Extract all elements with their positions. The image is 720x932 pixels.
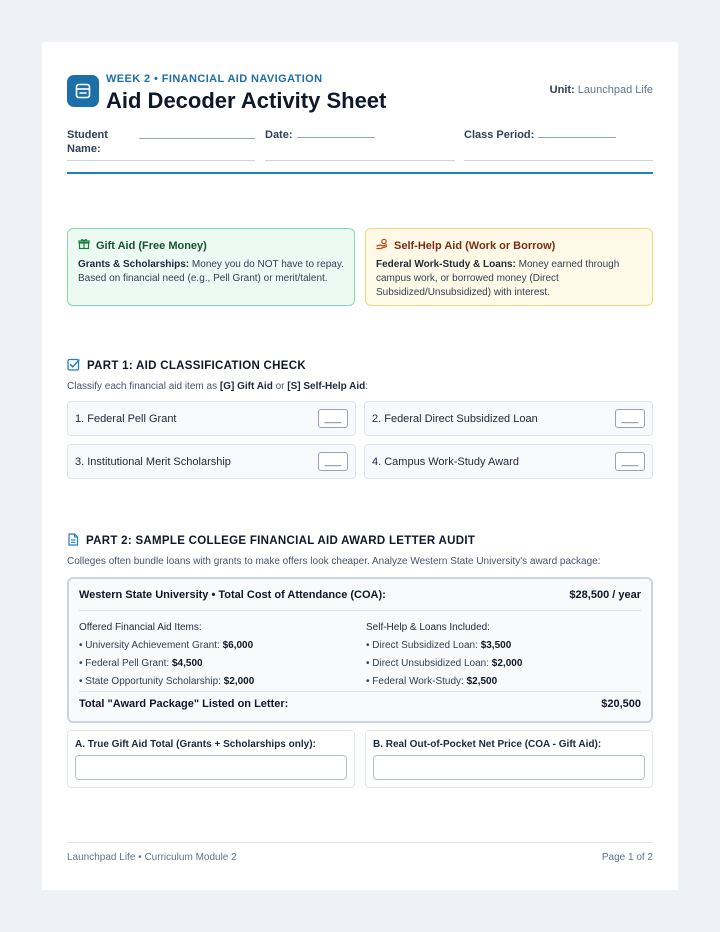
worksheet-page [42, 42, 678, 890]
self-help-aid-box: Self-Help Aid (Work or Borrow) Federal Work-Study & Loans: Money earned through campus work, or borrowed money (Direct Subsidized/Unsubsidized) with interest. [365, 228, 653, 306]
letter-total: Total "Award Package" Listed on Letter: $20,500 [79, 691, 641, 715]
list-item: • Federal Work-Study: $2,500 [366, 676, 498, 687]
part2-instructions: Colleges often bundle loans with grants to make offers look cheaper. Analyze Western State University's award package: [67, 556, 601, 567]
list-item: • Direct Unsubsidized Loan: $2,000 [366, 658, 523, 669]
classification-item: 2. Federal Direct Subsidized Loan ___ [364, 401, 653, 436]
answer-box[interactable]: ___ [318, 452, 348, 471]
page-number: Page 1 of 2 [601, 852, 653, 863]
total-amount: $20,500 [601, 698, 641, 710]
answer-a-box: A. True Gift Aid Total (Grants + Scholarships only): [67, 730, 355, 788]
classification-item: 3. Institutional Merit Scholarship ___ [67, 444, 356, 479]
classification-item: 1. Federal Pell Grant ___ [67, 401, 356, 436]
answer-b-box: B. Real Out-of-Pocket Net Price (COA - Gift Aid): [365, 730, 653, 788]
student-name-field[interactable]: Student Name: [67, 128, 255, 161]
footer-module: Launchpad Life • Curriculum Module 2 [67, 852, 237, 863]
class-period-field[interactable]: Class Period: [464, 128, 653, 161]
list-item: • Direct Subsidized Loan: $3,500 [366, 640, 512, 651]
list-item: • University Achievement Grant: $6,000 [79, 640, 254, 651]
net-price-input[interactable] [373, 755, 645, 780]
answer-box[interactable]: ___ [615, 409, 645, 428]
week-kicker: WEEK 2 • FINANCIAL AID NAVIGATION [106, 73, 323, 85]
list-item: • State Opportunity Scholarship: $2,000 [79, 676, 255, 687]
part1-heading: PART 1: AID CLASSIFICATION CHECK [67, 358, 306, 374]
classification-item: 4. Campus Work-Study Award ___ [364, 444, 653, 479]
gift-aid-box: Gift Aid (Free Money) Grants & Scholarships: Money you do NOT have to repay. Based on financial need (e.g., Pell Grant) or merit/talent. [67, 228, 355, 306]
gift-aid-total-input[interactable] [75, 755, 347, 780]
answer-box[interactable]: ___ [615, 452, 645, 471]
part2-heading: PART 2: SAMPLE COLLEGE FINANCIAL AID AWARD LETTER AUDIT [67, 533, 475, 549]
checkbox-icon [67, 358, 80, 374]
unit-label: Unit: Launchpad Life [549, 84, 653, 96]
date-field[interactable]: Date: [265, 128, 455, 161]
gift-icon [78, 238, 90, 253]
offered-aid-list: Offered Financial Aid Items: • University Achievement Grant: $6,000 • Federal Pell Grant: $4,500 • State Opportunity Scholarship: $2,000 [79, 619, 254, 691]
footer-divider [67, 842, 653, 843]
coa-amount: $28,500 / year [569, 589, 641, 601]
letter-header: Western State University • Total Cost of Attendance (COA): $28,500 / year [79, 589, 641, 611]
document-icon [67, 75, 99, 107]
answer-box[interactable]: ___ [318, 409, 348, 428]
part1-instructions: Classify each financial aid item as [G] Gift Aid or [S] Self-Help Aid: [67, 381, 369, 392]
loans-list: Self-Help & Loans Included: • Direct Subsidized Loan: $3,500 • Direct Unsubsidized Loan: $2,000 • Federal Work-Study: $2,500 [366, 619, 522, 691]
header-divider [67, 172, 653, 174]
list-item: • Federal Pell Grant: $4,500 [79, 658, 203, 669]
file-text-icon [67, 533, 79, 549]
hand-coin-icon [376, 238, 388, 253]
page-title: Aid Decoder Activity Sheet [106, 88, 387, 113]
award-letter [67, 577, 653, 723]
